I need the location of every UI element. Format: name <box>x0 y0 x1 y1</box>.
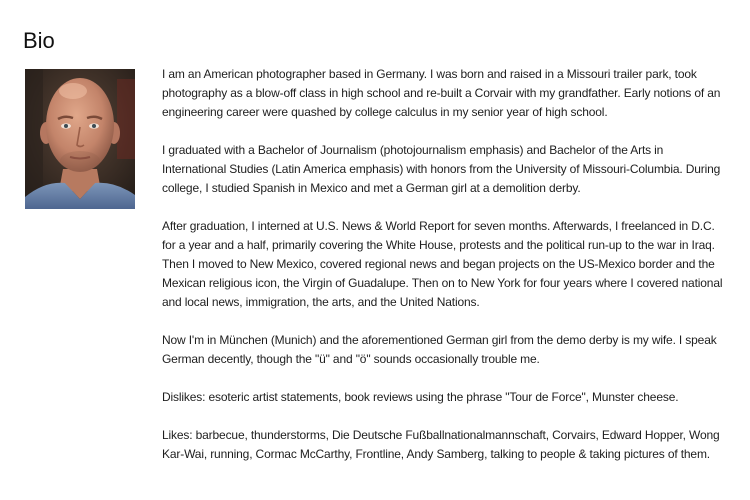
bio-paragraph-munich: Now I'm in München (Munich) and the aforementioned German girl from the demo derby is my wife. I speak German decently, though the "ü" and "ö" sounds occasionally trouble me. <box>162 333 717 366</box>
bio-paragraph-career: After graduation, I interned at U.S. News & World Report for seven months. Afterwards, I freelanced in D.C. for a year and a half, primarily covering the White House, protests and the political run-up to the war in Iraq. Then I moved to New Mexico, covered regional news and began projects on the US-Mexico border and the Mexican religious icon, the Virgin of Guadalupe. Then on to New York for four years where I covered national and local news, immigration, the arts, and the United Nations. <box>162 219 723 309</box>
bio-paragraph-dislikes: Dislikes: esoteric artist statements, book reviews using the phrase "Tour de Force", Munster cheese. <box>162 390 679 404</box>
portrait-image <box>25 69 135 209</box>
bio-paragraph-education: I graduated with a Bachelor of Journalism (photojournalism emphasis) and Bachelor of the Arts in International Studies (Latin America emphasis) with honors from the University of Missouri-Columbia. During college, I studied Spanish in Mexico and met a German girl at a demolition derby. <box>162 143 721 195</box>
bio-text <box>162 65 730 483</box>
bio-paragraph-likes: Likes: barbecue, thunderstorms, Die Deutsche Fußballnationalmannschaft, Corvairs, Edward Hopper, Wong Kar-Wai, running, Cormac McCarthy, Frontline, Andy Samberg, talking to people & taking pictures of them. <box>162 428 720 461</box>
portrait-photo <box>25 69 135 209</box>
bio-paragraph-intro: I am an American photographer based in Germany. I was born and raised in a Missouri trailer park, took photography as a blow-off class in high school and re-built a Corvair with my grandfather. Early notions of an engineering career were quashed by college calculus in my senior year of high school. <box>162 67 721 119</box>
page-title: Bio <box>23 28 55 53</box>
